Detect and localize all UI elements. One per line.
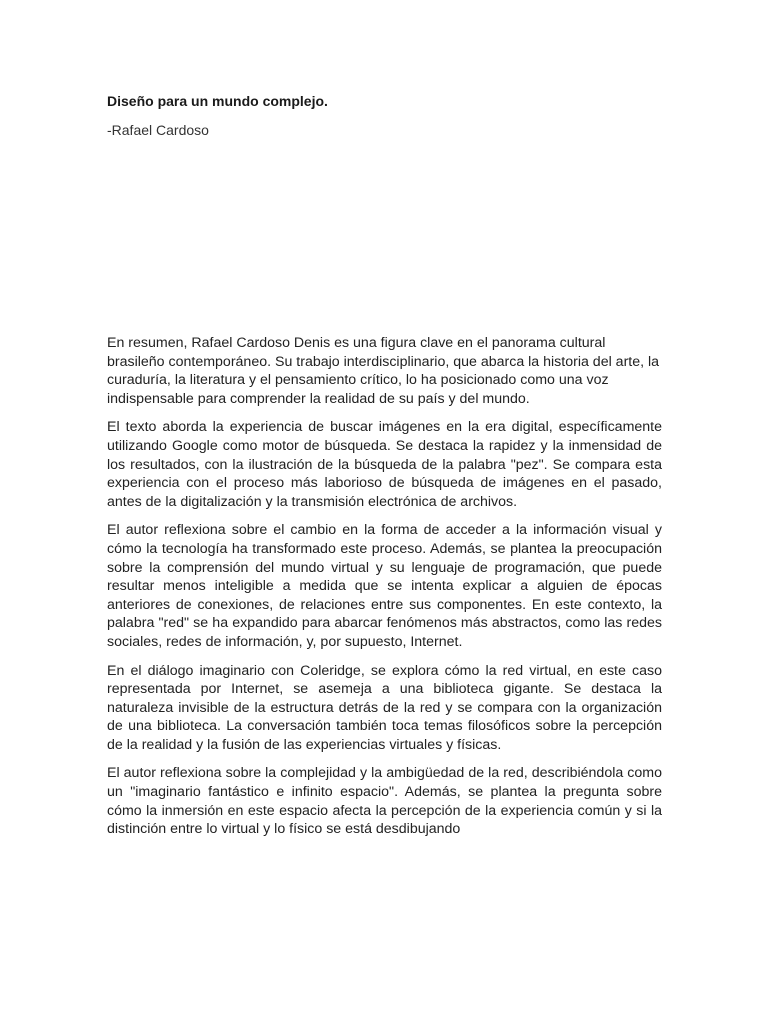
paragraph-image-search: El texto aborda la experiencia de buscar imágenes en la era digital, específicamente utilizando Google como motor de búsqueda. Se destaca la rapidez y la inmensidad de los resultados, con la ilustración de la búsqueda de la palabra "pez". Se compara esta experiencia con el proceso más laborioso de búsqueda de imágenes en el pasado, antes de la digitalización y la transmisión electrónica de archivos. (107, 419, 662, 510)
document-author: -Rafael Cardoso (107, 122, 209, 138)
paragraph-technology-change: El autor reflexiona sobre el cambio en la forma de acceder a la información visual y cómo la tecnología ha transformado este proceso. Además, se plantea la preocupación sobre la comprensión del mundo virtual y su lenguaje de programación, que puede resultar menos inteligible a medida que se intenta explicar a alguien de épocas anteriores de conexiones, de relaciones entre sus componentes. En este contexto, la palabra "red" se ha expandido para abarcar fenómenos más abstractos, como las redes sociales, redes de información, y, por supuesto, Internet. (107, 522, 662, 650)
paragraph-coleridge-dialogue: En el diálogo imaginario con Coleridge, se explora cómo la red virtual, en este caso representada por Internet, se asemeja a una biblioteca gigante. Se destaca la naturaleza invisible de la estructura detrás de la red y se compara con la organización de una biblioteca. La conversación también toca temas filosóficos sobre la percepción de la realidad y la fusión de las experiencias virtuales y físicas. (107, 662, 662, 753)
paragraph-summary: En resumen, Rafael Cardoso Denis es una figura clave en el panorama cultural brasileño contemporáneo. Su trabajo interdisciplinario, que abarca la historia del arte, la curaduría, la literatura y el pensamiento crítico, lo ha posicionado como una voz indispensable para comprender la realidad de su país y del mundo. (107, 335, 660, 407)
document-body (107, 334, 662, 849)
document-title: Diseño para un mundo complejo. (107, 93, 328, 109)
paragraph-network-complexity: El autor reflexiona sobre la complejidad y la ambigüedad de la red, describiéndola como un "imaginario fantástico e infinito espacio". Además, se plantea la pregunta sobre cómo la inmersión en este espacio afecta la percepción de la experiencia común y si la distinción entre lo virtual y lo físico se está desdibujando (107, 765, 662, 838)
